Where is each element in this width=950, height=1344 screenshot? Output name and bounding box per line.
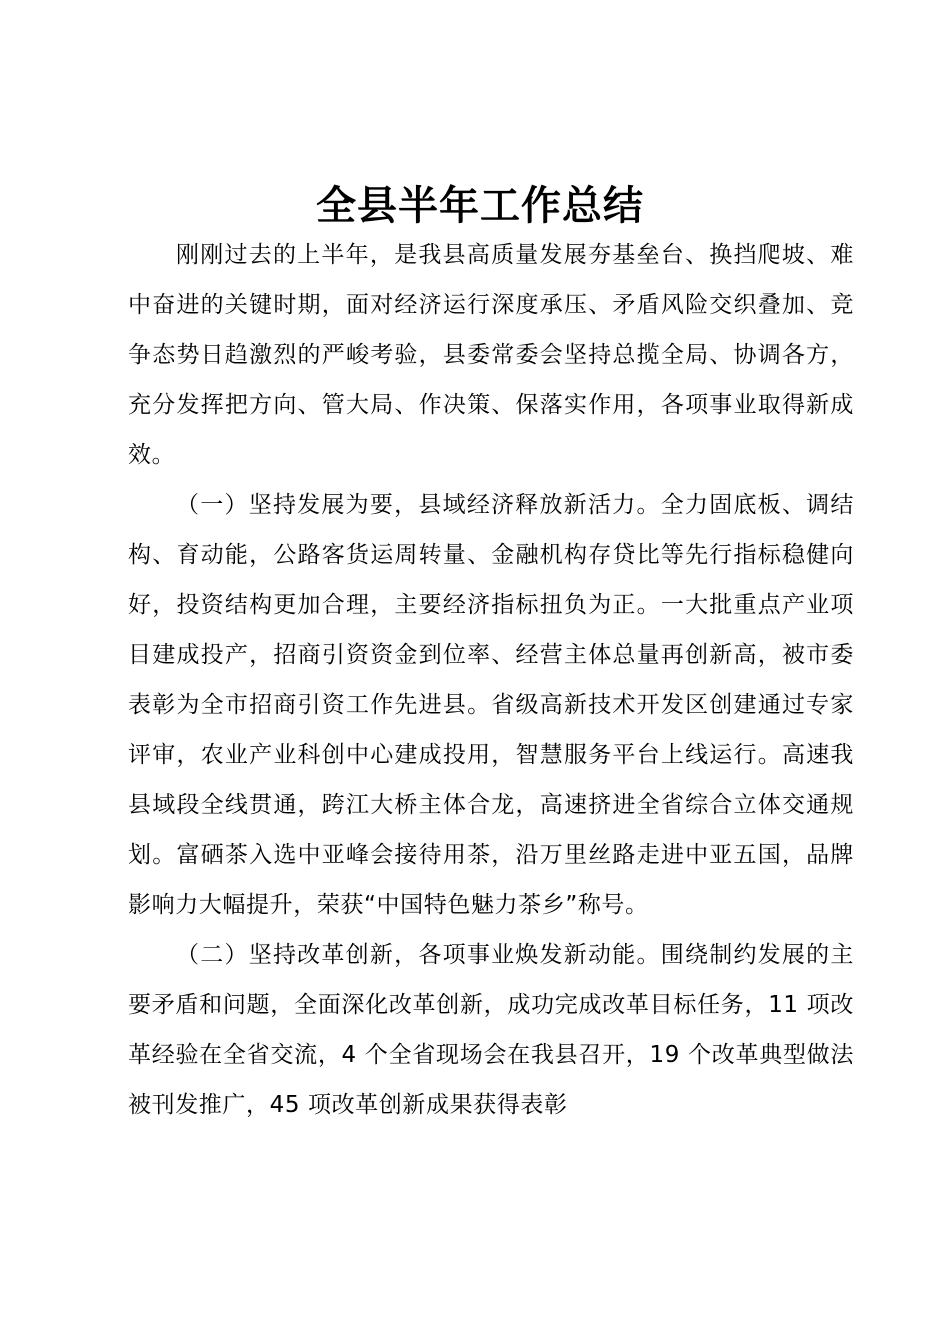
paragraph-section-1: （一）坚持发展为要，县域经济释放新活力。全力固底板、调结构、育动能，公路客货运周转量、金融机构存贷比等先行指标稳健向好，投资结构更加合理，主要经济指标扭负为正。一大批重点产业项目建成投产，招商引资资金到位率、经营主体总量再创新高，被市委表彰为全市招商引资工作先进县。省级高新技术开发区创建通过专家评审，农业产业科创中心建成投用，智慧服务平台上线运行。高速我县域段全线贯通，跨江大桥主体合龙，高速挤进全省综合立体交通规划。富硒茶入选中亚峰会接待用茶，沿万里丝路走进中亚五国，品牌影响力大幅提升，荣获“中国特色魅力茶乡”称号。 (128, 492, 854, 918)
document-title: 全县半年工作总结 (316, 182, 644, 229)
paragraph-intro: 刚刚过去的上半年，是我县高质量发展夯基垒台、换挡爬坡、难中奋进的关键时期，面对经济运行深度承压、矛盾风险交织叠加、竞争态势日趋激烈的严峻考验，县委常委会坚持总揽全局、协调各方，充分发挥把方向、管大局、作决策、保落实作用，各项事业取得新成效。 (128, 242, 854, 468)
paragraph-section-2: （二）坚持改革创新，各项事业焕发新动能。围绕制约发展的主要矛盾和问题，全面深化改革创新，成功完成改革目标任务，11 项改革经验在全省交流，4 个全省现场会在我县召开，19 个改革典型做法被刊发推广，45 项改革创新成果获得表彰 (128, 942, 854, 1118)
document-body (128, 230, 854, 1130)
